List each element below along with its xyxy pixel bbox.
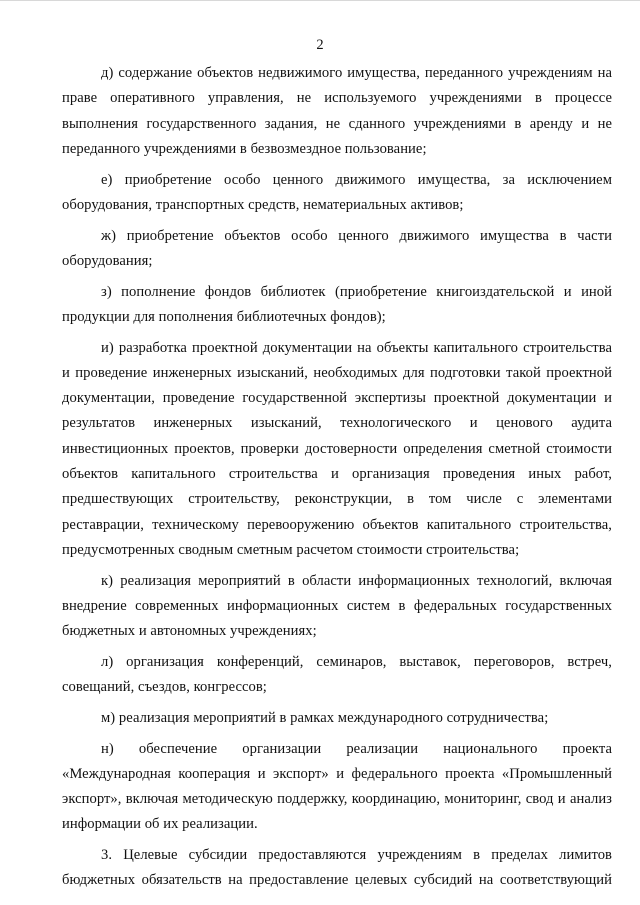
paragraph-l: л) организация конференций, семинаров, выставок, переговоров, встреч, совещаний, съездов, конгрессов; — [62, 653, 612, 696]
paragraph-z: з) пополнение фондов библиотек (приобретение книгоиздательской и иной продукции для пополнения библиотечных фондов); — [62, 283, 612, 325]
page-number: 2 — [316, 37, 324, 53]
paragraph-zh: ж) приобретение объектов особо ценного движимого имущества в части оборудования; — [62, 227, 612, 269]
paragraph-d: д) содержание объектов недвижимого имущества, переданного учреждениям на праве оперативного управления, не используемого учреждениями в процессе выполнения государственного задания, не сданного учреждениями в аренду и не переданного учреждениями в безвозмездное пользование; — [62, 65, 612, 157]
paragraph-e: е) приобретение особо ценного движимого имущества, за исключением оборудования, транспортных средств, нематериальных активов; — [62, 171, 612, 213]
document-body — [62, 61, 612, 894]
paragraph-n: н) обеспечение организации реализации национального проекта «Международная кооперация и экспорт» и федерального проекта «Промышленный экспорт», включая методическую поддержку, координацию, мониторинг, свод и анализ информации об их реализации. — [62, 740, 612, 833]
paragraph-k: к) реализация мероприятий в области информационных технологий, включая внедрение современных информационных систем в федеральных государственных бюджетных и автономных учреждениях; — [62, 572, 612, 640]
paragraph-3: 3. Целевые субсидии предоставляются учреждениям в пределах лимитов бюджетных обязательств на предоставление целевых субсидий на соответствующий — [62, 847, 612, 889]
paragraph-m: м) реализация мероприятий в рамках международного сотрудничества; — [101, 709, 549, 726]
paragraph-i: и) разработка проектной документации на объекты капитального строительства и проведение инженерных изысканий, необходимых для подготовки такой проектной документации, проведение государственной экспертизы проектной документации и результатов инженерных изысканий, технологического и ценового аудита инвестиционных проектов, проверки достоверности определения сметной стоимости объектов капитального строительства и организация проведения иных работ, предшествующих строительству, реконструкции, в том числе с элементами реставрации, техническому перевооружению объектов капитального строительства, предусмотренных сводным сметным расчетом стоимости строительства; — [62, 339, 612, 558]
